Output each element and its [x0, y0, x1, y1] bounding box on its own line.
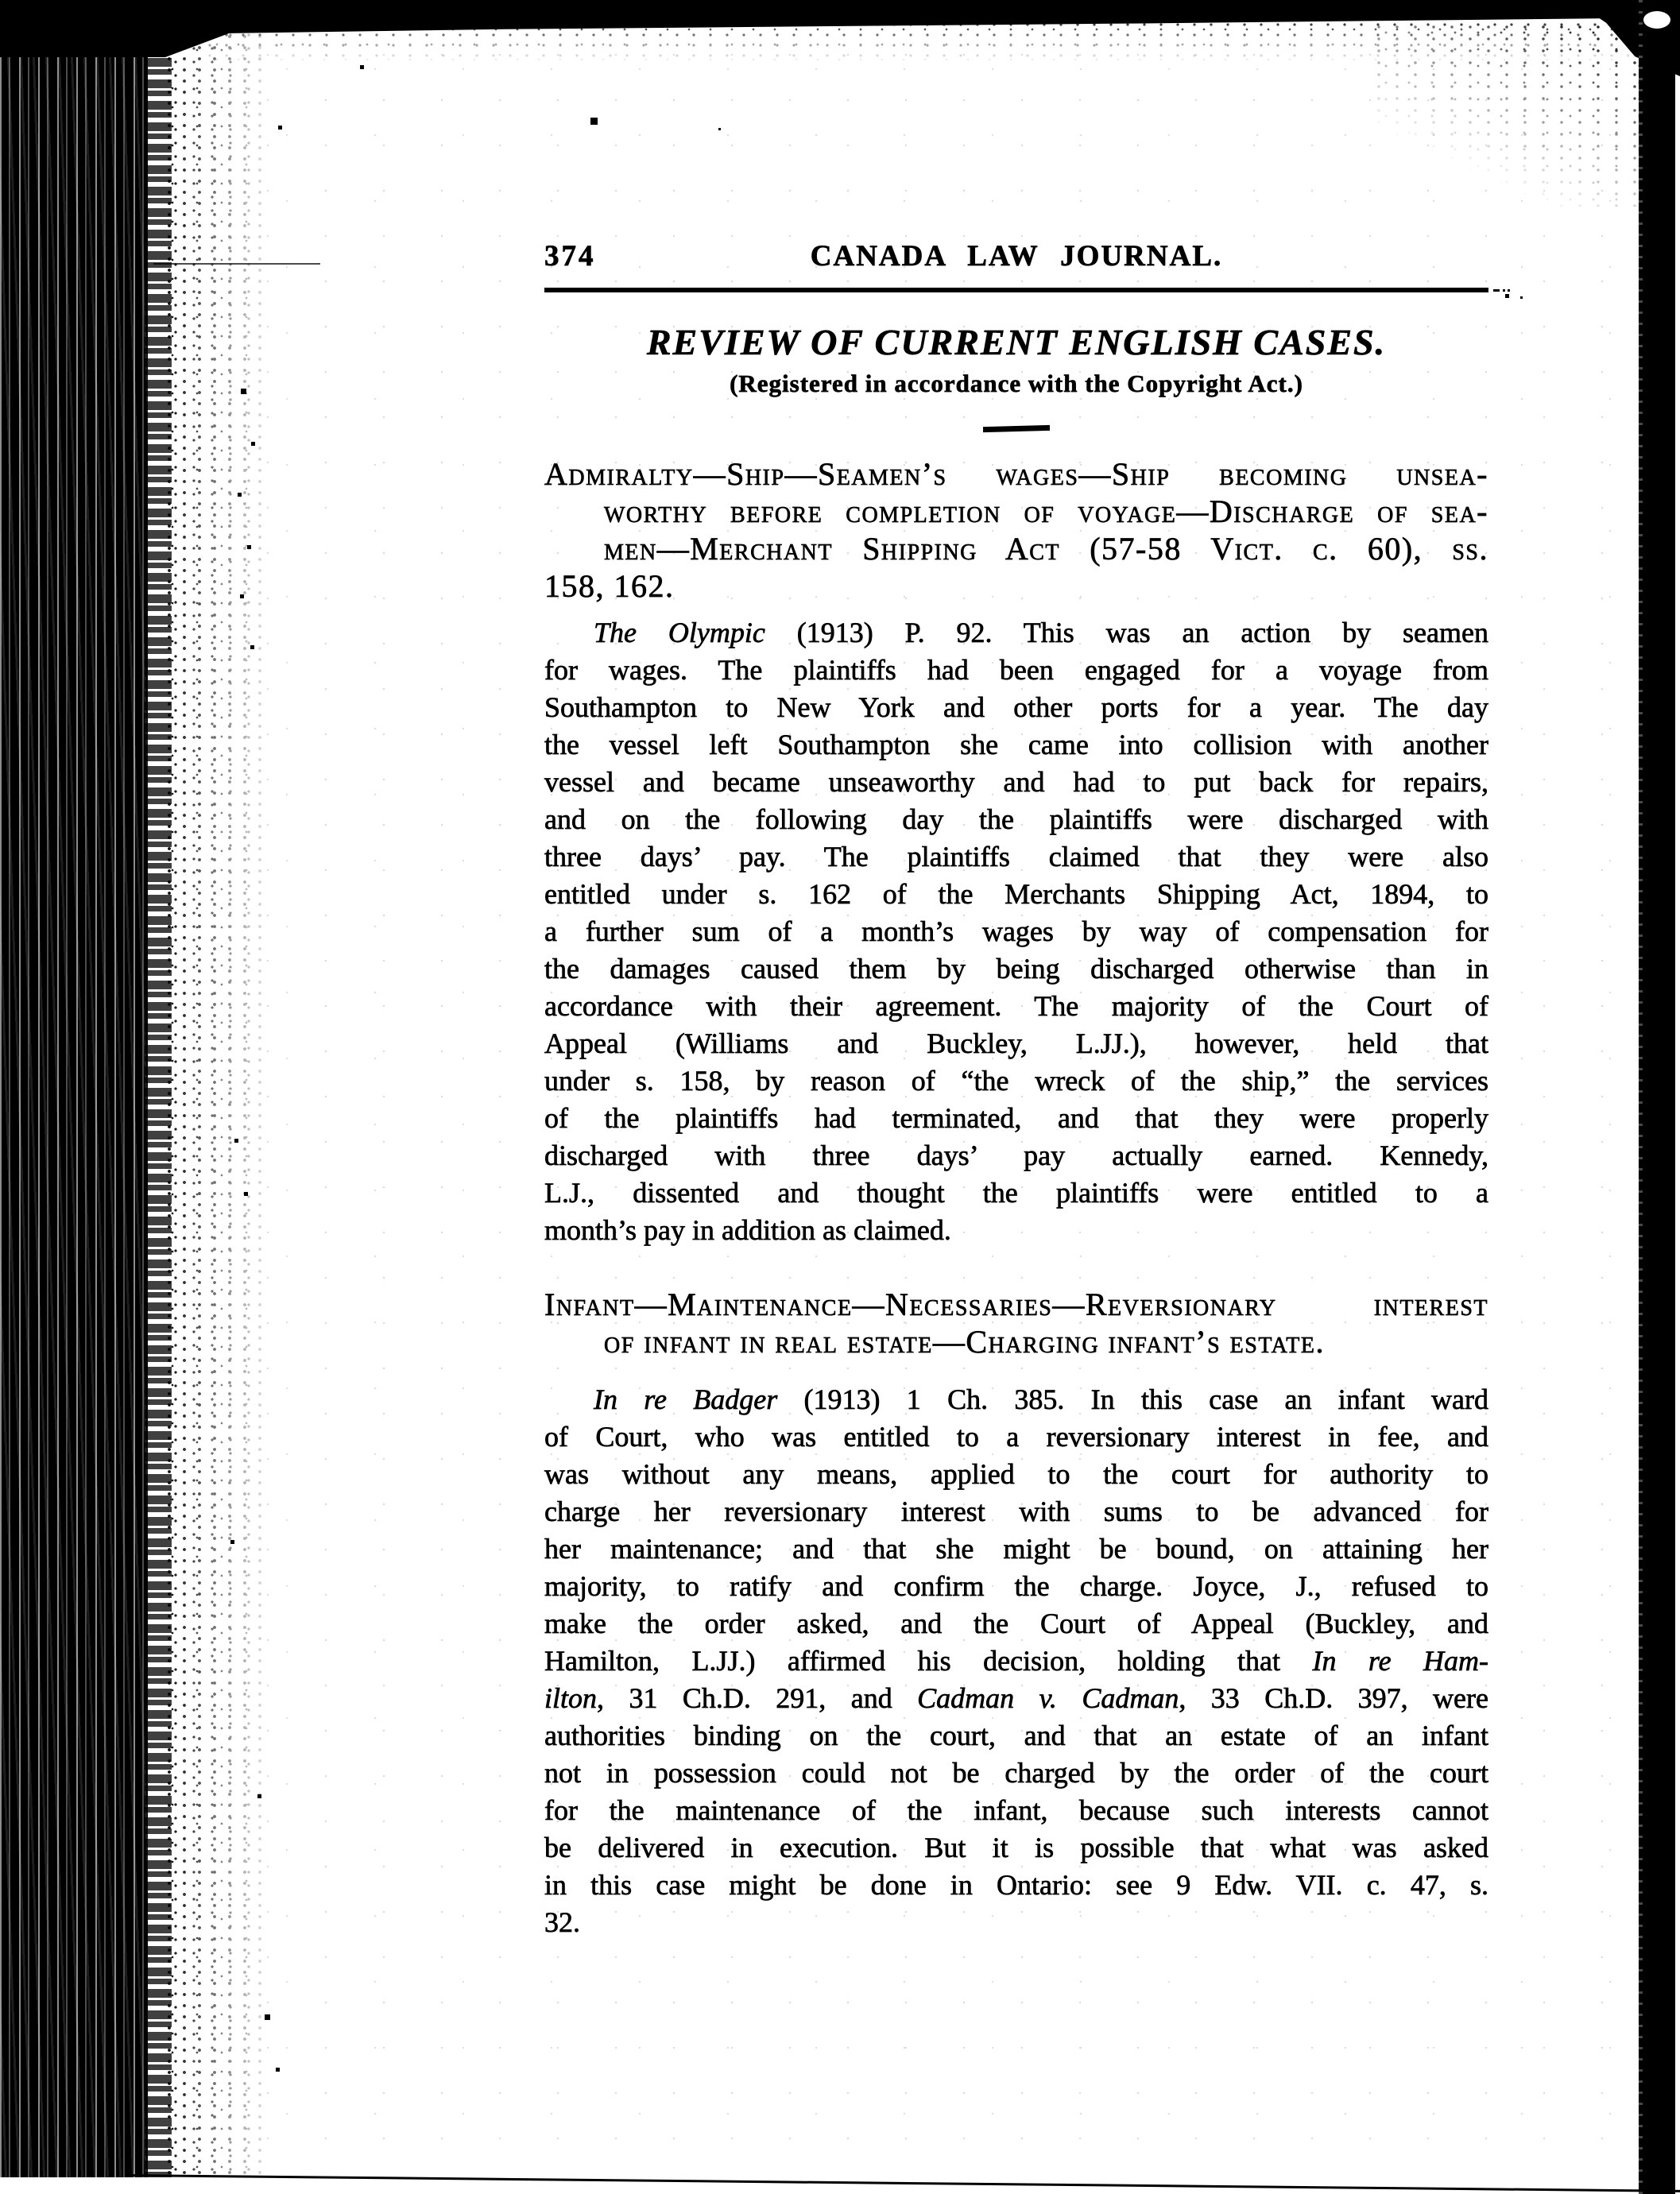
case-text-line — [544, 764, 1488, 801]
case-text-line — [544, 1100, 1488, 1137]
case-text-line — [544, 988, 1488, 1025]
case-text-line — [544, 1493, 1488, 1530]
case-body-text: and on the following day the plaintiffs were discharged with — [544, 803, 1488, 835]
case-citation-text: In re Badger — [594, 1383, 778, 1415]
case-text-line — [544, 1680, 1488, 1717]
case-body-text: 32. — [544, 1906, 580, 1938]
case-heading-line: Admiralty—Ship—Seamen’s wages—Ship becoming unsea- — [544, 456, 1488, 492]
scan-left-speckle — [167, 0, 262, 2177]
case-text-line — [544, 913, 1488, 950]
scan-right-band-notch — [1643, 11, 1670, 29]
case-body-text: charge her reversionary interest with sums to be advanced for — [544, 1496, 1488, 1527]
scan-gutter-left — [0, 0, 148, 2177]
case-text-line — [544, 614, 1488, 652]
case-paragraph — [544, 614, 1488, 1249]
case-text-line — [544, 1418, 1488, 1456]
case-sections — [544, 455, 1488, 1941]
case-body-text: Southampton to New York and other ports for a year. The day — [544, 691, 1488, 723]
case-text-line — [544, 1755, 1488, 1792]
case-text-line — [544, 689, 1488, 726]
case-heading-line: worthy before completion of voyage—Discharge of sea- — [604, 493, 1488, 529]
case-text-line — [544, 801, 1488, 838]
case-text-line — [544, 1904, 1488, 1941]
case-heading-line: men—Merchant Shipping Act (57-58 Vict. c. 60), ss. — [604, 531, 1488, 567]
case-body-text: of the plaintiffs had terminated, and that they were properly — [544, 1102, 1488, 1134]
scan-streak — [153, 263, 320, 265]
case-text-line — [544, 1062, 1488, 1100]
case-body-text: was without any means, applied to the court for authority to — [544, 1458, 1488, 1490]
case-body-text: in this case might be done in Ontario: see 9 Edw. VII. c. 47, s. — [544, 1869, 1488, 1901]
case-body-text: for the maintenance of the infant, because such interests cannot — [544, 1794, 1488, 1826]
page-masthead — [544, 241, 1488, 273]
case-body-text: three days’ pay. The plaintiffs claimed that they were also — [544, 841, 1488, 873]
case-body-text: of Court, who was entitled to a reversionary interest in fee, and — [544, 1421, 1488, 1453]
article-subtitle: (Registered in accordance with the Copyright Act.) — [730, 370, 1303, 397]
case-text-line — [544, 950, 1488, 988]
case-body-text: (1913) P. 92. This was an action by seamen — [765, 617, 1488, 648]
case-body-text: vessel and became unseaworthy and had to put back for repairs, — [544, 766, 1488, 798]
case-summary-section — [544, 455, 1488, 1249]
case-body-text: authorities binding on the court, and that an estate of an infant — [544, 1720, 1488, 1751]
case-citation-text: The Olympic — [594, 617, 765, 648]
case-text-line — [544, 876, 1488, 913]
case-text-line — [544, 726, 1488, 764]
page-number: 374 — [544, 240, 596, 273]
scan-right-band — [1639, 0, 1675, 2194]
case-body-text: not in possession could not be charged by the order of the court — [544, 1757, 1488, 1789]
case-text-line — [544, 1643, 1488, 1680]
case-paragraph — [544, 1381, 1488, 1941]
case-summary-section — [544, 1286, 1488, 1941]
case-body-text: month’s pay in addition as claimed. — [544, 1214, 951, 1246]
case-body-text: , 33 Ch.D. 397, were — [1179, 1682, 1489, 1714]
scan-bottom-edge-line — [126, 2174, 1680, 2192]
journal-title: CANADA LAW JOURNAL. — [810, 240, 1223, 273]
case-body-text: under s. 158, by reason of “the wreck of the ship,” the services — [544, 1065, 1488, 1097]
case-citation-text: Cadman v. Cadman — [917, 1682, 1179, 1714]
case-text-line — [544, 1792, 1488, 1829]
case-body-text: accordance with their agreement. The majority of the Court of — [544, 990, 1488, 1022]
case-citation-text: In re Ham- — [1312, 1645, 1488, 1677]
case-text-line — [544, 1212, 1488, 1249]
case-text-line — [544, 1829, 1488, 1867]
header-rule — [544, 288, 1488, 292]
case-body-text: be delivered in execution. But it is possible that what was asked — [544, 1832, 1488, 1863]
case-body-text: , 31 Ch.D. 291, and — [597, 1682, 918, 1714]
scan-top-right-speckle — [1375, 24, 1645, 207]
case-text-line — [544, 652, 1488, 689]
case-body-text: the vessel left Southampton she came into collision with another — [544, 729, 1488, 760]
page-content — [544, 241, 1488, 1941]
case-body-text: majority, to ratify and confirm the charge. Joyce, J., refused to — [544, 1570, 1488, 1602]
case-text-line — [544, 1025, 1488, 1062]
case-body-text: make the order asked, and the Court of Appeal (Buckley, and — [544, 1608, 1488, 1639]
case-text-line — [544, 1530, 1488, 1568]
case-text-line — [544, 1174, 1488, 1212]
case-text-line — [544, 838, 1488, 876]
case-body-text: a further sum of a month’s wages by way of compensation for — [544, 915, 1488, 947]
case-heading-line: Infant—Maintenance—Necessaries—Reversionary interest — [544, 1287, 1488, 1322]
case-citation-text: ilton — [544, 1682, 598, 1714]
case-body-text: (1913) 1 Ch. 385. In this case an infant ward — [777, 1383, 1488, 1415]
case-heading — [544, 455, 1488, 605]
case-heading — [544, 1286, 1488, 1360]
case-body-text: Appeal (Williams and Buckley, L.JJ.), however, held that — [544, 1027, 1488, 1059]
case-body-text: the damages caused them by being discharged otherwise than in — [544, 953, 1488, 985]
case-body-text: for wages. The plaintiffs had been engaged for a voyage from — [544, 654, 1488, 686]
case-text-line — [544, 1867, 1488, 1904]
case-heading-line: of infant in real estate—Charging infant’s estate. — [604, 1324, 1326, 1360]
title-divider — [983, 425, 1050, 432]
case-body-text: entitled under s. 162 of the Merchants Shipping Act, 1894, to — [544, 878, 1488, 910]
case-text-line — [544, 1381, 1488, 1418]
article-title: REVIEW OF CURRENT ENGLISH CASES. — [646, 322, 1387, 362]
case-body-text: discharged with three days’ pay actually earned. Kennedy, — [544, 1140, 1488, 1171]
case-text-line — [544, 1605, 1488, 1643]
scan-specks — [0, 0, 1, 1]
case-text-line — [544, 1717, 1488, 1755]
case-heading-line: 158, 162. — [544, 568, 675, 604]
case-body-text: her maintenance; and that she might be bound, on attaining her — [544, 1533, 1488, 1565]
case-body-text: L.J., dissented and thought the plaintiffs were entitled to a — [544, 1177, 1488, 1209]
case-text-line — [544, 1137, 1488, 1174]
case-text-line — [544, 1568, 1488, 1605]
case-body-text: Hamilton, L.JJ.) affirmed his decision, holding that — [544, 1645, 1313, 1677]
case-text-line — [544, 1456, 1488, 1493]
